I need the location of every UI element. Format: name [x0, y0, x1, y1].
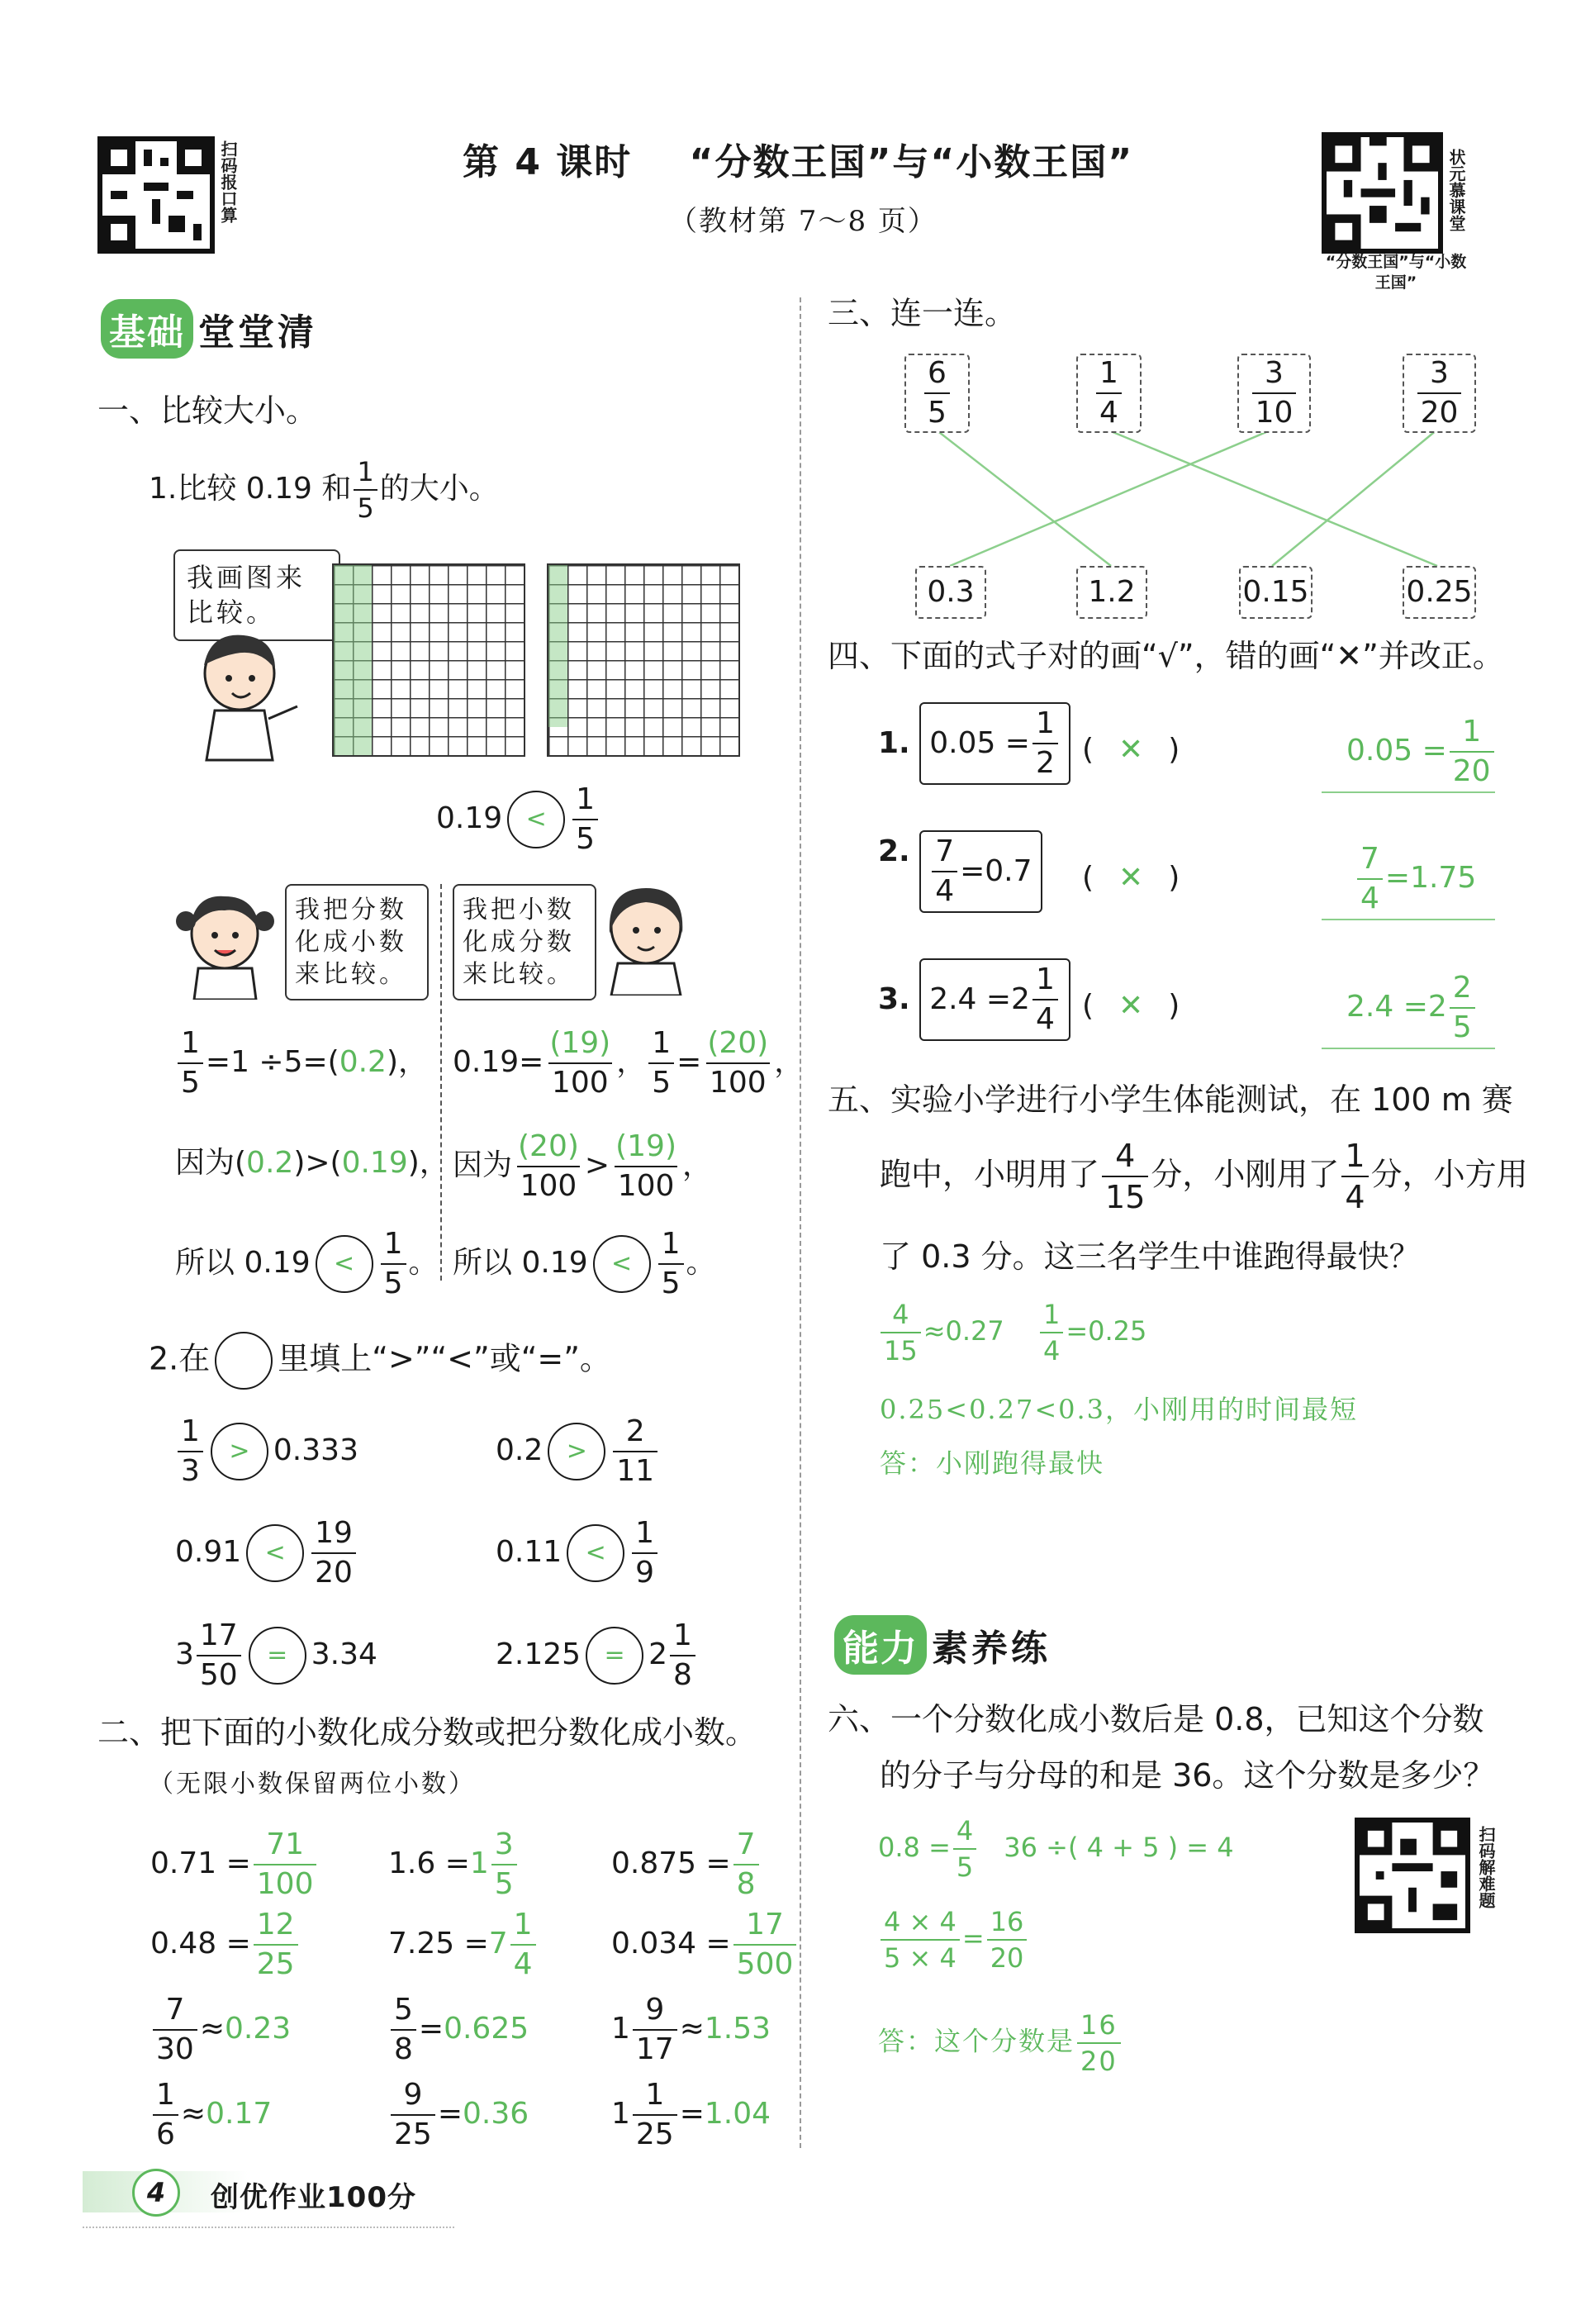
- fraction: $\frac{19}{20}$: [311, 1518, 356, 1588]
- girl-icon: [595, 876, 702, 996]
- q6-line1: 六、一个分数化成小数后是 0.8，已知这个分数: [828, 1701, 1484, 1737]
- q2-item-1: 0.71 = $\frac{71}{100}$: [150, 1830, 319, 1899]
- answer-circle[interactable]: =: [249, 1627, 306, 1685]
- boy-icon: [186, 624, 310, 764]
- match-top-1[interactable]: [904, 354, 970, 433]
- fraction: $\frac{(20)}{100}$: [518, 1129, 579, 1203]
- compare-item-1: $\frac{1}{3}$ > 0.333: [175, 1417, 358, 1486]
- answer-fraction: $\frac{1}{4}$: [510, 1910, 536, 1979]
- hundred-grid-1: [332, 563, 525, 757]
- match-bottom-3[interactable]: 0.15: [1239, 566, 1313, 619]
- fraction: $\frac{16}{20}$: [987, 1908, 1028, 1971]
- section-basic-rest: 堂堂清: [198, 311, 317, 354]
- q2-heading: 二、把下面的小数化成分数或把分数化成小数。: [97, 1714, 757, 1751]
- q4-mark-1[interactable]: ( ✕ ): [1082, 733, 1180, 767]
- q1-sub1: [149, 456, 499, 524]
- answer-fraction: $\frac{71}{100}$: [254, 1830, 317, 1899]
- answer-circle[interactable]: =: [586, 1627, 643, 1685]
- grid-shading-2: [548, 565, 567, 727]
- fraction: $\frac{4}{5}$: [953, 1818, 976, 1880]
- match-top-4[interactable]: [1403, 354, 1476, 433]
- fraction: $\frac{1}{9}$: [632, 1518, 657, 1588]
- q4-item-1: 1. 0.05 = $\frac{1}{2}$: [878, 702, 1070, 785]
- speech-bubble-girl-left: 我把分数化成小数来比较。: [285, 884, 429, 1000]
- q1-left-line3: 所以 0.19 < $\frac{1}{5}$ 。: [175, 1227, 439, 1300]
- q4-heading: 四、下面的式子对的画“√”，错的画“✕”并改正。: [828, 638, 1504, 674]
- qr-code-problem[interactable]: [1355, 1818, 1470, 1933]
- match-line-4: [1272, 430, 1437, 566]
- answer-circle[interactable]: >: [548, 1423, 605, 1480]
- q1-sub1-suffix: 的大小。: [379, 472, 499, 506]
- q1-right-line2: 因为 $\frac{(20)}{100}$ > $\frac{(19)}{100}$ ，: [453, 1129, 713, 1203]
- girl-illustration-left: [173, 884, 285, 1000]
- answer-fraction: $\frac{7}{8}$: [733, 1830, 759, 1899]
- fraction: $\frac{1}{4}$: [1040, 1301, 1063, 1364]
- match-line-3: [950, 430, 1272, 566]
- q4-mark-3[interactable]: ( ✕ ): [1082, 989, 1180, 1023]
- fraction: $\frac{16}{20}$: [1077, 2012, 1121, 2074]
- page-number: 4: [146, 2177, 166, 2208]
- compare-left: 0.19: [436, 801, 503, 835]
- answer-circle[interactable]: >: [211, 1423, 268, 1480]
- column-divider: [800, 297, 801, 2148]
- fraction: $\frac{1}{4}$: [1096, 359, 1122, 428]
- expression-box: 2.4 =2 $\frac{1}{4}$: [919, 958, 1070, 1041]
- q6-line2: 的分子与分母的和是 36。这个分数是多少？: [880, 1757, 1495, 1794]
- q6-answer-3: 答：这个分数是 $\frac{16}{20}$: [878, 2012, 1123, 2074]
- fraction: $\frac{1}{25}$: [633, 2080, 677, 2150]
- fraction: $\frac{1}{5}$: [354, 459, 377, 521]
- q1-right-line1: 0.19= $\frac{(19)}{100}$ ， $\frac{1}{5}$ = $\frac{(20)}{100}$ ，: [453, 1026, 805, 1100]
- q2-note: （无限小数保留两位小数）: [149, 1770, 476, 1799]
- fraction: $\frac{1}{5}$: [572, 785, 598, 854]
- fraction: $\frac{7}{4}$: [932, 837, 957, 906]
- section-basic-badge: [101, 299, 317, 359]
- fraction: $\frac{(19)}{100}$: [615, 1129, 676, 1203]
- match-bottom-2[interactable]: 1.2: [1076, 566, 1147, 619]
- fraction: $\frac{4}{15}$: [881, 1301, 921, 1364]
- answer-fraction: $\frac{12}{25}$: [254, 1910, 298, 1979]
- q5-answer-2: 0.25<0.27<0.3，小刚用的时间最短: [880, 1394, 1359, 1425]
- q1-sub2: 2.在 里填上“>”“<”或“=”。: [149, 1332, 611, 1390]
- answer-value: 0.2: [339, 1045, 387, 1079]
- fraction: $\frac{5}{8}$: [391, 1995, 416, 2065]
- q6-answer-2: $\frac{4 \times 4}{5 \times 4}$ = $\frac{16}{20}$: [878, 1908, 1029, 1971]
- q6-answer-1: 0.8 = $\frac{4}{5}$ 36 ÷( 4 + 5 ) = 4: [878, 1815, 1234, 1883]
- q5-answer-1: $\frac{4}{15}$ ≈0.27 $\frac{1}{4}$ =0.25: [878, 1301, 1146, 1364]
- q2-item-6: 0.034 = $\frac{17}{500}$: [611, 1910, 799, 1979]
- qr-pattern-icon: [1360, 1823, 1465, 1928]
- match-line-1: [936, 430, 1111, 566]
- fraction: $\frac{(20)}{100}$: [707, 1026, 769, 1100]
- grid-shading-1: [334, 565, 372, 755]
- footer-book-title: 创优作业100分: [211, 2181, 416, 2214]
- answer-circle[interactable]: <: [567, 1524, 624, 1582]
- compare-item-4: 0.11 < $\frac{1}{9}$: [496, 1518, 660, 1588]
- fraction: $\frac{1}{6}$: [153, 2080, 178, 2150]
- compare-item-5: 3 $\frac{17}{50}$ = 3.34: [175, 1618, 377, 1692]
- answer-fraction: $\frac{3}{5}$: [491, 1830, 517, 1899]
- page-subtitle: （教材第 7～8 页）: [669, 205, 938, 238]
- fraction: $\frac{1}{5}$: [648, 1029, 674, 1098]
- answer-circle[interactable]: <: [316, 1235, 373, 1293]
- compare-line: [436, 782, 600, 856]
- fraction: $\frac{1}{8}$: [670, 1621, 695, 1690]
- fraction: $\frac{(19)}{100}$: [549, 1026, 611, 1100]
- section-ability-badge: [834, 1615, 1051, 1675]
- fraction: $\frac{1}{3}$: [178, 1417, 203, 1486]
- q1-heading: 一、比较大小。: [97, 392, 318, 429]
- answer-circle[interactable]: <: [246, 1524, 304, 1582]
- qr-pattern-icon: [102, 141, 210, 249]
- qr-pattern-icon: [1327, 137, 1438, 249]
- q2-item-9: 1 $\frac{9}{17}$ ≈1.53: [611, 1993, 771, 2066]
- fraction: $\frac{1}{2}$: [1032, 709, 1058, 778]
- qr-right-label: 状元慕课堂: [1446, 149, 1466, 231]
- fraction: $\frac{4}{15}$: [1102, 1140, 1148, 1213]
- q1-left-line2: 因为(0.2)>(0.19)，: [175, 1146, 449, 1180]
- fraction: $\frac{1}{4}$: [1341, 1140, 1368, 1213]
- answer-circle[interactable]: <: [507, 791, 565, 848]
- fraction: $\frac{1}{20}$: [1450, 717, 1494, 787]
- fraction: $\frac{2}{5}$: [1450, 973, 1475, 1043]
- section-ability-rest: 素养练: [932, 1628, 1051, 1670]
- q4-mark-2[interactable]: ( ✕ ): [1082, 861, 1180, 895]
- fraction: $\frac{17}{50}$: [197, 1621, 241, 1690]
- page-title: 第 4 课时 “分数王国”与“小数王国”: [463, 141, 1134, 183]
- fraction: $\frac{6}{5}$: [924, 359, 950, 428]
- q2-item-11: $\frac{9}{25}$ =0.36: [388, 2080, 529, 2150]
- q4-item-2: 2. $\frac{7}{4}$ =0.7: [878, 830, 1042, 913]
- qr-code-right[interactable]: [1322, 132, 1443, 254]
- fraction: $\frac{3}{20}$: [1417, 359, 1462, 428]
- q5-line3: 了 0.3 分。这三名学生中谁跑得最快？: [880, 1238, 1421, 1275]
- q1-right-line3: 所以 0.19 < $\frac{1}{5}$ 。: [453, 1227, 716, 1300]
- fraction: $\frac{2}{11}$: [613, 1417, 657, 1486]
- fraction: $\frac{3}{10}$: [1252, 359, 1297, 428]
- fraction: $\frac{1}{5}$: [658, 1229, 684, 1299]
- fraction: $\frac{7}{30}$: [153, 1995, 197, 2065]
- q3-heading: 三、连一连。: [828, 295, 1017, 331]
- compare-item-2: 0.2 > $\frac{2}{11}$: [496, 1417, 660, 1486]
- answer-value: 0.2: [246, 1146, 294, 1180]
- section-basic-pill: 基础: [101, 299, 193, 359]
- fraction: $\frac{1}{5}$: [381, 1229, 406, 1299]
- hundred-grid-2: [547, 563, 740, 757]
- dashed-divider-q1: [440, 884, 442, 1281]
- q2-item-12: 1 $\frac{1}{25}$ =1.04: [611, 2078, 771, 2151]
- qr-right-caption: “分数王国”与“小数王国”: [1325, 253, 1467, 292]
- q1-sub1-prefix: 1.比较 0.19 和: [149, 472, 352, 506]
- q2-item-5: 7.25 =7 $\frac{1}{4}$: [388, 1910, 539, 1979]
- fraction: $\frac{9}{17}$: [633, 1995, 677, 2065]
- fraction: $\frac{4 \times 4}{5 \times 4}$: [881, 1908, 960, 1971]
- expression-box: 0.05 = $\frac{1}{2}$: [919, 702, 1070, 785]
- q5-line2: 跑中，小明用了 $\frac{4}{15}$ 分，小刚用了 $\frac{1}{4}$ 分，小方用: [880, 1138, 1528, 1215]
- match-line-2: [1107, 430, 1437, 566]
- girl-icon: [173, 884, 285, 1000]
- fraction: $\frac{1}{5}$: [178, 1029, 203, 1098]
- expression-box: $\frac{7}{4}$ =0.7: [919, 830, 1042, 913]
- match-bottom-1[interactable]: 0.3: [915, 566, 986, 619]
- q5-line1: 五、实验小学进行小学生体能测试，在 100 m 赛: [828, 1081, 1513, 1118]
- section-ability-pill: 能力: [834, 1615, 927, 1675]
- q4-fix-3: 2.4 =2 $\frac{2}{5}$: [1322, 973, 1495, 1049]
- fraction: $\frac{9}{25}$: [391, 2080, 435, 2150]
- match-top-2[interactable]: [1076, 354, 1142, 433]
- q2-item-3: 0.875 = $\frac{7}{8}$: [611, 1830, 762, 1899]
- speech-bubble-boy: 我画图来比较。: [173, 549, 340, 641]
- girl-illustration-right: [595, 876, 702, 996]
- q4-item-3: 3. 2.4 =2 $\frac{1}{4}$: [878, 958, 1070, 1041]
- compare-item-6: 2.125 = 2 $\frac{1}{8}$: [496, 1621, 698, 1690]
- q1-left-line1: $\frac{1}{5}$ =1 ÷5=(0.2)，: [175, 1029, 428, 1098]
- fraction: $\frac{1}{4}$: [1032, 965, 1058, 1034]
- answer-value: 0.19: [341, 1146, 408, 1180]
- qr-problem-label: 扫码解难题: [1476, 1826, 1496, 1908]
- q4-fix-1: 0.05 = $\frac{1}{20}$: [1322, 717, 1495, 793]
- answer-circle[interactable]: <: [593, 1235, 651, 1293]
- answer-fraction: $\frac{17}{500}$: [733, 1910, 797, 1979]
- blank-circle: [215, 1332, 273, 1390]
- q2-item-7: $\frac{7}{30}$ ≈0.23: [150, 1995, 291, 2065]
- match-bottom-4[interactable]: 0.25: [1403, 566, 1476, 619]
- q2-item-4: 0.48 = $\frac{12}{25}$: [150, 1910, 301, 1979]
- boy-illustration: [186, 624, 310, 764]
- compare-item-3: 0.91 < $\frac{19}{20}$: [175, 1518, 358, 1588]
- q2-item-2: 1.6 =1 $\frac{3}{5}$: [388, 1830, 520, 1899]
- q2-item-10: $\frac{1}{6}$ ≈0.17: [150, 2080, 272, 2150]
- fraction: $\frac{7}{4}$: [1357, 844, 1383, 914]
- qr-code-left[interactable]: [97, 136, 215, 254]
- footer-dotted-rule: [83, 2227, 454, 2228]
- speech-bubble-girl-right: 我把小数化成分数来比较。: [453, 884, 596, 1000]
- qr-left-label: 扫码报口算: [218, 140, 238, 223]
- q5-answer-3: 答：小刚跑得最快: [880, 1447, 1105, 1479]
- q4-fix-2: $\frac{7}{4}$ =1.75: [1322, 844, 1495, 920]
- match-top-3[interactable]: [1237, 354, 1311, 433]
- q2-item-8: $\frac{5}{8}$ =0.625: [388, 1995, 529, 2065]
- footer-page-badge: [132, 2169, 180, 2217]
